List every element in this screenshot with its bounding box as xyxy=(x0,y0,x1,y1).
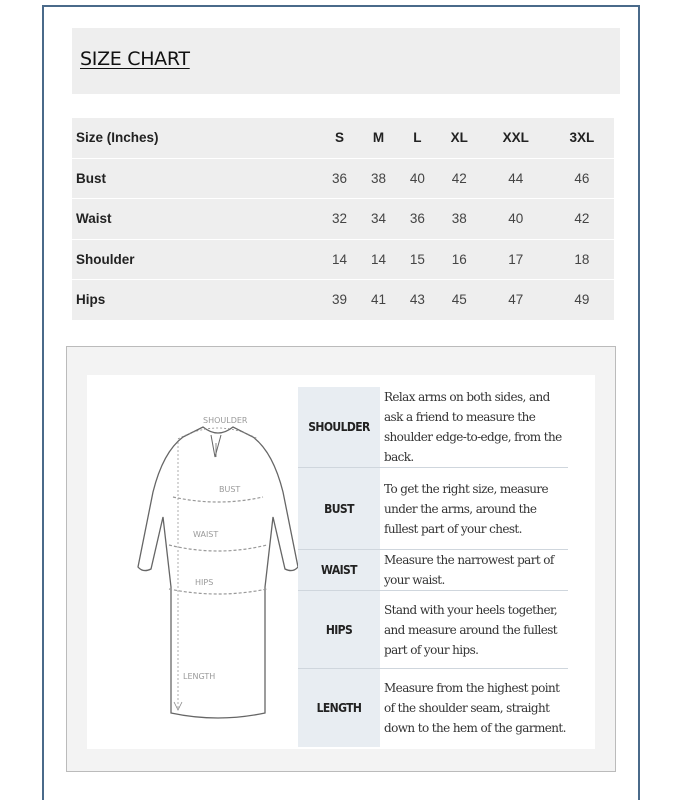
guide-description: Measure from the highest point of the shoulder seam, straight down to the hem of the garment. xyxy=(380,669,568,747)
table-cell: 45 xyxy=(437,280,482,321)
guide-description: Stand with your heels together, and measure around the fullest part of your hips. xyxy=(380,591,568,669)
table-cell: 44 xyxy=(482,158,550,199)
table-cell: 43 xyxy=(398,280,437,321)
table-row xyxy=(72,280,614,321)
size-table xyxy=(72,118,614,321)
diagram-label-bust: BUST xyxy=(219,485,241,494)
guide-row xyxy=(298,669,568,747)
table-cell: 38 xyxy=(359,158,398,199)
guide-name: SHOULDER xyxy=(298,387,380,468)
guide-row xyxy=(298,550,568,591)
measurement-instructions xyxy=(298,387,568,747)
table-cell: 47 xyxy=(482,280,550,321)
row-label: Hips xyxy=(72,280,320,321)
guide-name: LENGTH xyxy=(298,669,380,747)
table-header-row xyxy=(72,118,614,158)
table-cell: 36 xyxy=(320,158,359,199)
table-row xyxy=(72,158,614,199)
guide-description: Relax arms on both sides, and ask a friend to measure the shoulder edge-to-edge, from the back. xyxy=(384,390,562,464)
diagram-label-waist: WAIST xyxy=(193,530,219,539)
guide-row xyxy=(298,468,568,550)
row-label: Bust xyxy=(72,158,320,199)
table-cell: 42 xyxy=(437,158,482,199)
guide-name: WAIST xyxy=(298,550,380,591)
table-cell: 39 xyxy=(320,280,359,321)
table-cell: 36 xyxy=(398,199,437,240)
header-cell: L xyxy=(398,118,437,158)
title-banner xyxy=(72,28,620,94)
header-cell: Size (Inches) xyxy=(72,118,320,158)
guide-description: Measure the narrowest part of your waist. xyxy=(380,550,568,591)
guide-name: HIPS xyxy=(298,591,380,669)
table-cell: 38 xyxy=(437,199,482,240)
table-cell: 49 xyxy=(550,280,614,321)
table-cell: 40 xyxy=(482,199,550,240)
table-cell: 41 xyxy=(359,280,398,321)
table-cell: 32 xyxy=(320,199,359,240)
header-cell: 3XL xyxy=(550,118,614,158)
guide-row xyxy=(298,591,568,669)
table-cell: 14 xyxy=(359,239,398,280)
header-cell: XXL xyxy=(482,118,550,158)
table-cell: 16 xyxy=(437,239,482,280)
diagram-label-hips: HIPS xyxy=(195,578,214,587)
row-label: Waist xyxy=(72,199,320,240)
guide-description: To get the right size, measure under the arms, around the fullest part of your chest. xyxy=(380,468,568,550)
header-cell: XL xyxy=(437,118,482,158)
table-cell: 15 xyxy=(398,239,437,280)
header-cell: M xyxy=(359,118,398,158)
row-label: Shoulder xyxy=(72,239,320,280)
diagram-label-shoulder: SHOULDER xyxy=(203,416,248,425)
table-row xyxy=(72,239,614,280)
table-row xyxy=(72,199,614,240)
table-cell: 40 xyxy=(398,158,437,199)
table-cell: 34 xyxy=(359,199,398,240)
table-cell: 42 xyxy=(550,199,614,240)
guide-name: BUST xyxy=(298,468,380,550)
page-title: SIZE CHART xyxy=(80,48,190,70)
table-cell: 14 xyxy=(320,239,359,280)
diagram-label-length: LENGTH xyxy=(183,672,216,681)
header-cell: S xyxy=(320,118,359,158)
table-cell: 17 xyxy=(482,239,550,280)
guide-row xyxy=(298,387,568,468)
table-cell: 18 xyxy=(550,239,614,280)
table-cell: 46 xyxy=(550,158,614,199)
dress-diagram-icon xyxy=(123,397,313,737)
